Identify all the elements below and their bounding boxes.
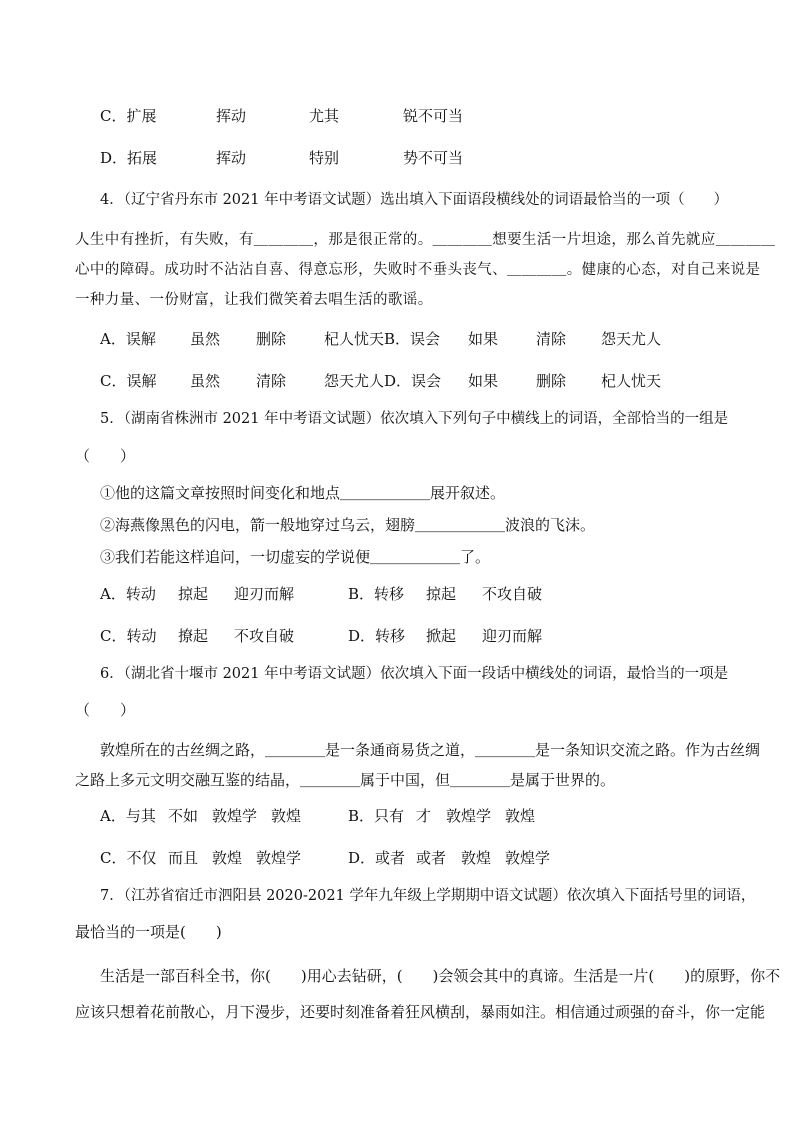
q5-opt-c-word-3: 不攻自破 (234, 627, 295, 645)
q4-passage-line-2: 心中的障碍。成功时不沾沾自喜、得意忘形，失败时不垂头丧气、＿＿＿＿。健康的心态，对自己来说是 (75, 262, 761, 278)
q6-opt-a-word-2: 不如 (168, 807, 199, 825)
q6-opt-d-word-2: 或者 (416, 849, 447, 867)
q4-opt-c-word-1: 虽然 (190, 372, 221, 390)
q6-opt-a-word-4: 敦煌 (271, 807, 302, 825)
q3-c-word-2: 尤其 (309, 107, 340, 125)
q5-opt-b-word-2: 掠起 (426, 585, 457, 603)
q6-opt-b-word-2: 才 (416, 807, 432, 825)
q5-opt-d-word-2: 掀起 (426, 627, 457, 645)
q6-passage-line-1: 敦煌所在的古丝绸之路，＿＿＿＿是一条通商易货之道，＿＿＿＿是一条知识交流之路。作为古丝绸 (100, 741, 761, 759)
q4-opt-a-label: A．误解 (100, 330, 156, 348)
q5-paren: （ ） (75, 447, 136, 465)
q6-opt-a-word-3: 敦煌学 (212, 807, 258, 825)
q5-sentence-2: ②海燕像黑色的闪电，箭一般地穿过乌云，翅膀＿＿＿＿＿＿波浪的飞沫。 (100, 516, 596, 534)
q3-d-word-2: 特别 (309, 149, 340, 167)
q6-opt-c-word-2: 而且 (168, 849, 199, 867)
q6-opt-b-label: B．只有 (348, 807, 405, 825)
q6-opt-c-word-4: 敦煌学 (256, 849, 302, 867)
q6-opt-d-word-4: 敦煌学 (505, 849, 551, 867)
q3-c-word-3: 锐不可当 (403, 107, 464, 125)
q6-opt-b-word-4: 敦煌 (505, 807, 536, 825)
q6-opt-d-word-3: 敦煌 (461, 849, 492, 867)
q6-stem: 6．（湖北省十堰市 2021 年中考语文试题）依次填入下面一段话中横线处的词语，最恰当的一项是 (100, 666, 729, 682)
q5-stem: 5．（湖南省株洲市 2021 年中考语文试题）依次填入下列句子中横线上的词语，全部恰当的一组是 (100, 411, 729, 427)
q4-opt-d-word-2: 删除 (536, 372, 567, 390)
q7-stem-line-2: 最恰当的一项是( ) (75, 923, 222, 941)
q3-c-word-1: 挥动 (216, 107, 247, 125)
q5-opt-a-word-3: 迎刃而解 (234, 585, 295, 603)
q7-passage-line-1: 生活是一部百科全书，你( )用心去钻研，( )会领会其中的真谛。生活是一片( )的原野，你不 (100, 967, 781, 985)
q6-opt-a-label: A．与其 (100, 807, 156, 825)
q6-opt-c-label: C．不仅 (100, 849, 157, 867)
q4-passage-line-3: 一种力量、一份财富，让我们微笑着去唱生活的歌谣。 (75, 292, 433, 308)
q4-opt-a-word-3-b-label: 杞人忧天B．误会 (324, 330, 441, 348)
q4-opt-c-word-3-d-label: 怨天尤人D．误会 (324, 372, 442, 390)
q5-opt-a-word-2: 掠起 (178, 585, 209, 603)
q4-opt-b-word-2: 清除 (536, 330, 567, 348)
q6-passage-line-2: 之路上多元文明交融互鉴的结晶，＿＿＿＿属于中国，但＿＿＿＿是属于世界的。 (75, 771, 616, 789)
q5-opt-d-label: D．转移 (348, 627, 406, 645)
q5-sentence-1: ①他的这篇文章按照时间变化和地点＿＿＿＿＿＿展开叙述。 (100, 484, 506, 502)
q4-opt-c-word-2: 清除 (256, 372, 287, 390)
q4-opt-a-word-1: 虽然 (190, 330, 221, 348)
q4-opt-a-word-2: 删除 (256, 330, 287, 348)
q5-opt-a-label: A．转动 (100, 585, 156, 603)
q6-opt-d-label: D．或者 (348, 849, 406, 867)
q3-d-label: D．拓展 (100, 149, 158, 167)
q4-opt-d-word-1: 如果 (468, 372, 499, 390)
q6-opt-c-word-3: 敦煌 (212, 849, 243, 867)
q4-stem: 4．（辽宁省丹东市 2021 年中考语文试题）选出填入下面语段横线处的词语最恰当的一项（ ） (100, 192, 729, 208)
q5-opt-b-label: B．转移 (348, 585, 405, 603)
q5-opt-b-word-3: 不攻自破 (482, 585, 543, 603)
q6-paren: （ ） (75, 701, 136, 719)
q4-opt-c-label: C．误解 (100, 372, 157, 390)
q4-opt-b-word-3: 怨天尤人 (601, 330, 662, 348)
q5-sentence-3: ③我们若能这样追问，一切虚妄的学说便＿＿＿＿＿＿了。 (100, 548, 491, 566)
q5-opt-d-word-3: 迎刃而解 (482, 627, 543, 645)
q5-opt-c-label: C．转动 (100, 627, 157, 645)
q4-passage-line-1: 人生中有挫折，有失败，有＿＿＿＿，那是很正常的。＿＿＿＿想要生活一片坦途，那么首先就应＿＿＿＿ (75, 232, 776, 248)
q3-d-word-1: 挥动 (216, 149, 247, 167)
q4-opt-d-word-3: 杞人忧天 (601, 372, 662, 390)
q3-c-label: C．扩展 (100, 107, 157, 125)
q3-d-word-3: 势不可当 (403, 149, 464, 167)
q5-opt-c-word-2: 撩起 (178, 627, 209, 645)
q6-opt-b-word-3: 敦煌学 (446, 807, 492, 825)
q7-passage-line-2: 应该只想着花前散心，月下漫步，还要时刻准备着狂风横刮，暴雨如注。相信通过顽强的奋斗，你一定能 (75, 1003, 766, 1021)
q4-opt-b-word-1: 如果 (468, 330, 499, 348)
q7-stem: 7．（江苏省宿迁市泗阳县 2020-2021 学年九年级上学期期中语文试题）依次填入下面括号里的词语， (100, 888, 756, 904)
